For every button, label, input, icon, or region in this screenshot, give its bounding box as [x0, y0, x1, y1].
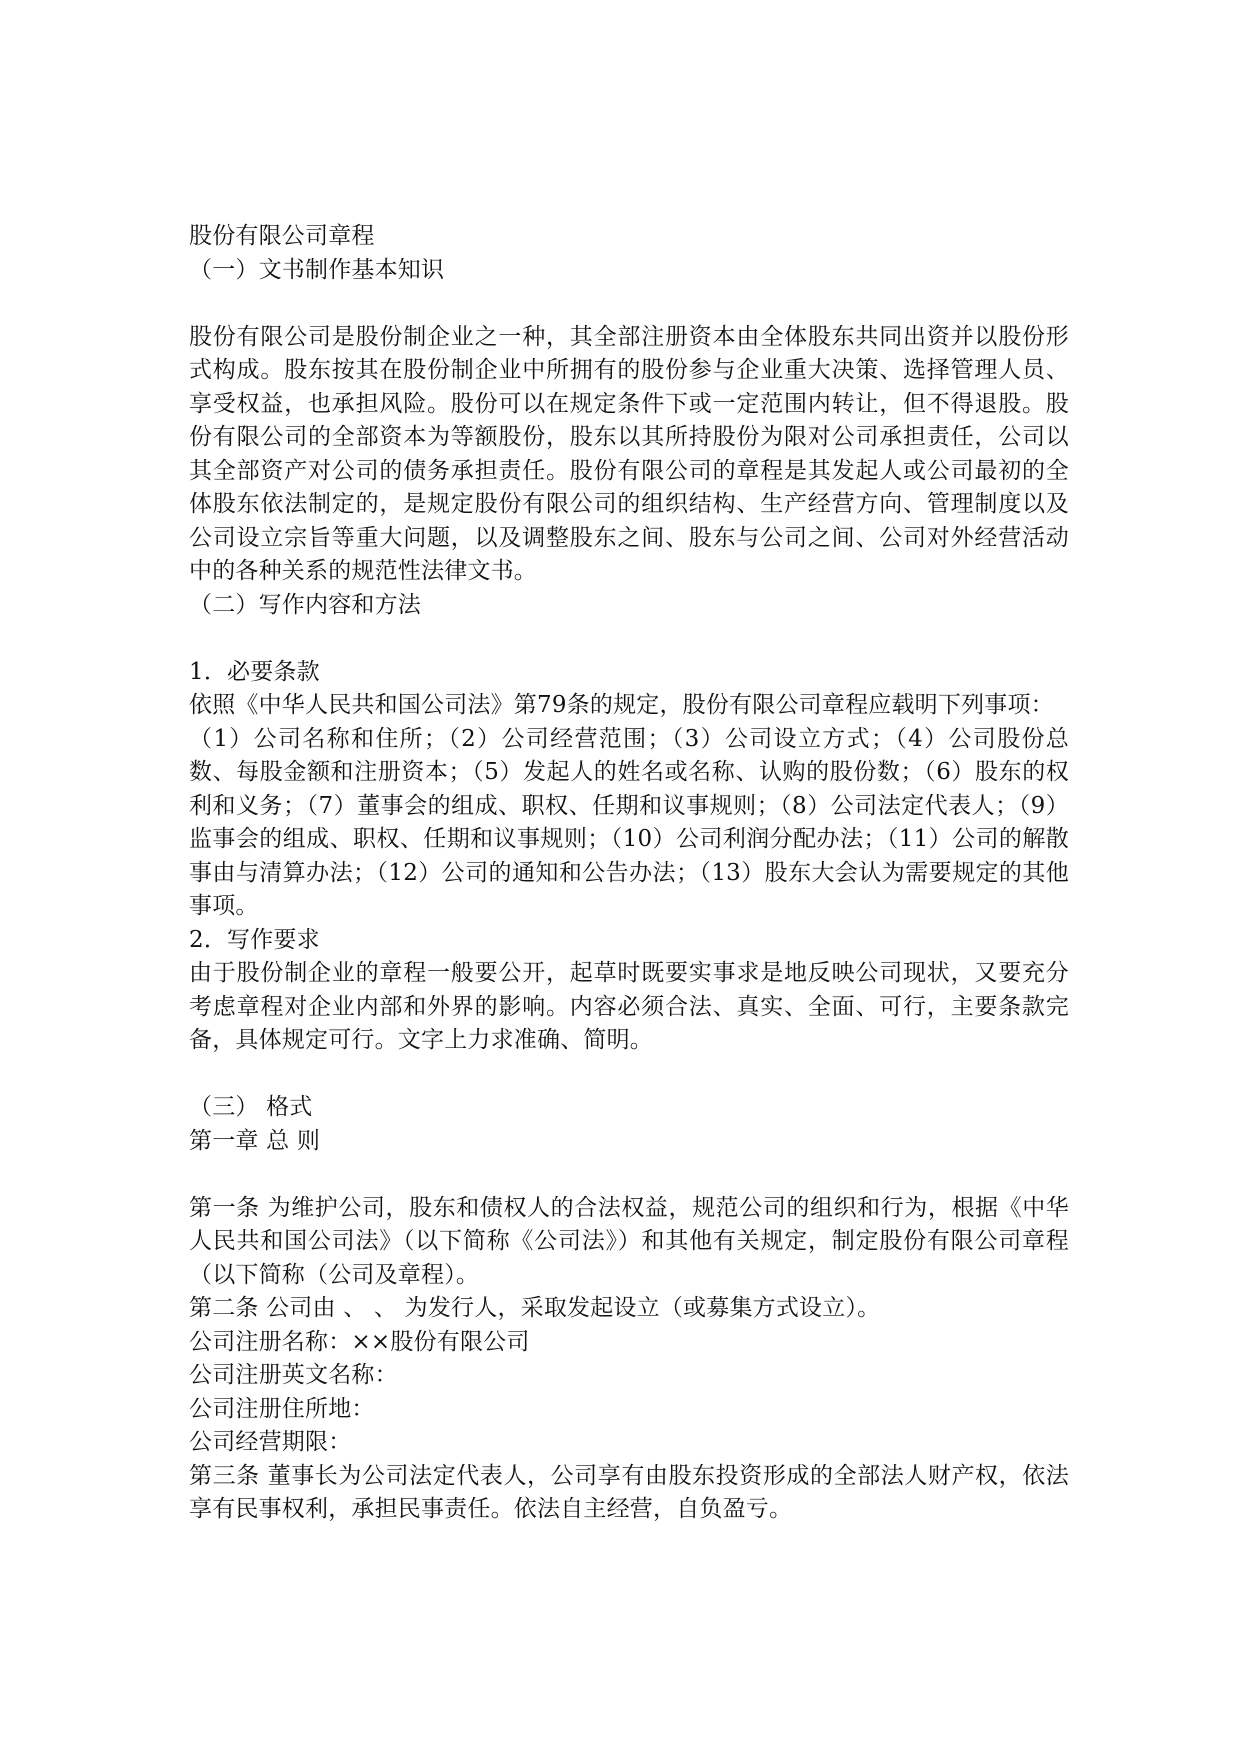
item-2-text: 由于股份制企业的章程一般要公开，起草时既要实事求是地反映公司现状，又要充分考虑章程对企业内部和外界的影响。内容必须合法、真实、全面、可行，主要条款完备，具体规定可行。文字上力求准确、简明。 [189, 960, 1069, 1053]
chapter-heading-1: 第一章 总 则 [189, 1127, 321, 1154]
item-1-heading: 1．必要条款 [189, 658, 320, 685]
document-title: 股份有限公司章程 [189, 223, 375, 249]
section-heading-2: （二）写作内容和方法 [189, 591, 421, 618]
section-1-paragraph: 股份有限公司是股份制企业之一种，其全部注册资本由全体股东共同出资并以股份形式构成。股东按其在股份制企业中所拥有的股份参与企业重大决策、选择管理人员、享受权益，也承担风险。股份可以在规定条件下或一定范围内转让，但不得退股。股份有限公司的全部资本为等额股份，股东以其所持股份为限对公司承担责任，公司以其全部资产对公司的债务承担责任。股份有限公司的章程是其发起人或公司最初的全体股东依法制定的，是规定股份有限公司的组织结构、生产经营方向、管理制度以及公司设立宗旨等重大问题，以及调整股东之间、股东与公司之间、公司对外经营活动中的各种关系的规范性法律文书。 [189, 323, 1069, 584]
item-1-list: （1）公司名称和住所；（2）公司经营范围；（3）公司设立方式；（4）公司股份总数、每股金额和注册资本；（5）发起人的姓名或名称、认购的股份数；（6）股东的权利和义务；（7）董事会的组成、职权、任期和议事规则；（8）公司法定代表人；（9）监事会的组成、职权、任期和议事规则；（10）公司利润分配办法；（11）公司的解散事由与清算办法；（12）公司的通知和公告办法；（13）股东大会认为需要规定的其他事项。 [189, 725, 1069, 919]
article-3: 第三条 董事长为公司法定代表人，公司享有由股东投资形成的全部法人财产权，依法享有民事权利，承担民事责任。依法自主经营，自负盈亏。 [189, 1462, 1069, 1522]
registered-address-line: 公司注册住所地： [189, 1395, 375, 1422]
article-2: 第二条 公司由 、 、 为发行人，采取发起设立（或募集方式设立）。 [189, 1295, 881, 1321]
article-1: 第一条 为维护公司，股东和债权人的合法权益，规范公司的组织和行为，根据《中华人民共和国公司法》（以下简称《公司法》）和其他有关规定，制定股份有限公司章程（以下简称（公司及章程）。 [189, 1194, 1069, 1288]
registered-name-line: 公司注册名称：××股份有限公司 [189, 1328, 530, 1355]
business-term-line: 公司经营期限： [189, 1429, 352, 1455]
registered-english-name-line: 公司注册英文名称： [189, 1362, 398, 1388]
section-heading-1: （一）文书制作基本知识 [189, 256, 445, 283]
item-2-heading: 2．写作要求 [189, 926, 320, 953]
item-1-intro: 依照《中华人民共和国公司法》第79条的规定，股份有限公司章程应载明下列事项： [189, 692, 1054, 718]
spacer [189, 1158, 1069, 1192]
document-body [189, 220, 1069, 1527]
spacer [189, 287, 1069, 321]
section-heading-3: （三） 格式 [189, 1094, 313, 1120]
spacer [189, 1058, 1069, 1092]
spacer [189, 622, 1069, 656]
